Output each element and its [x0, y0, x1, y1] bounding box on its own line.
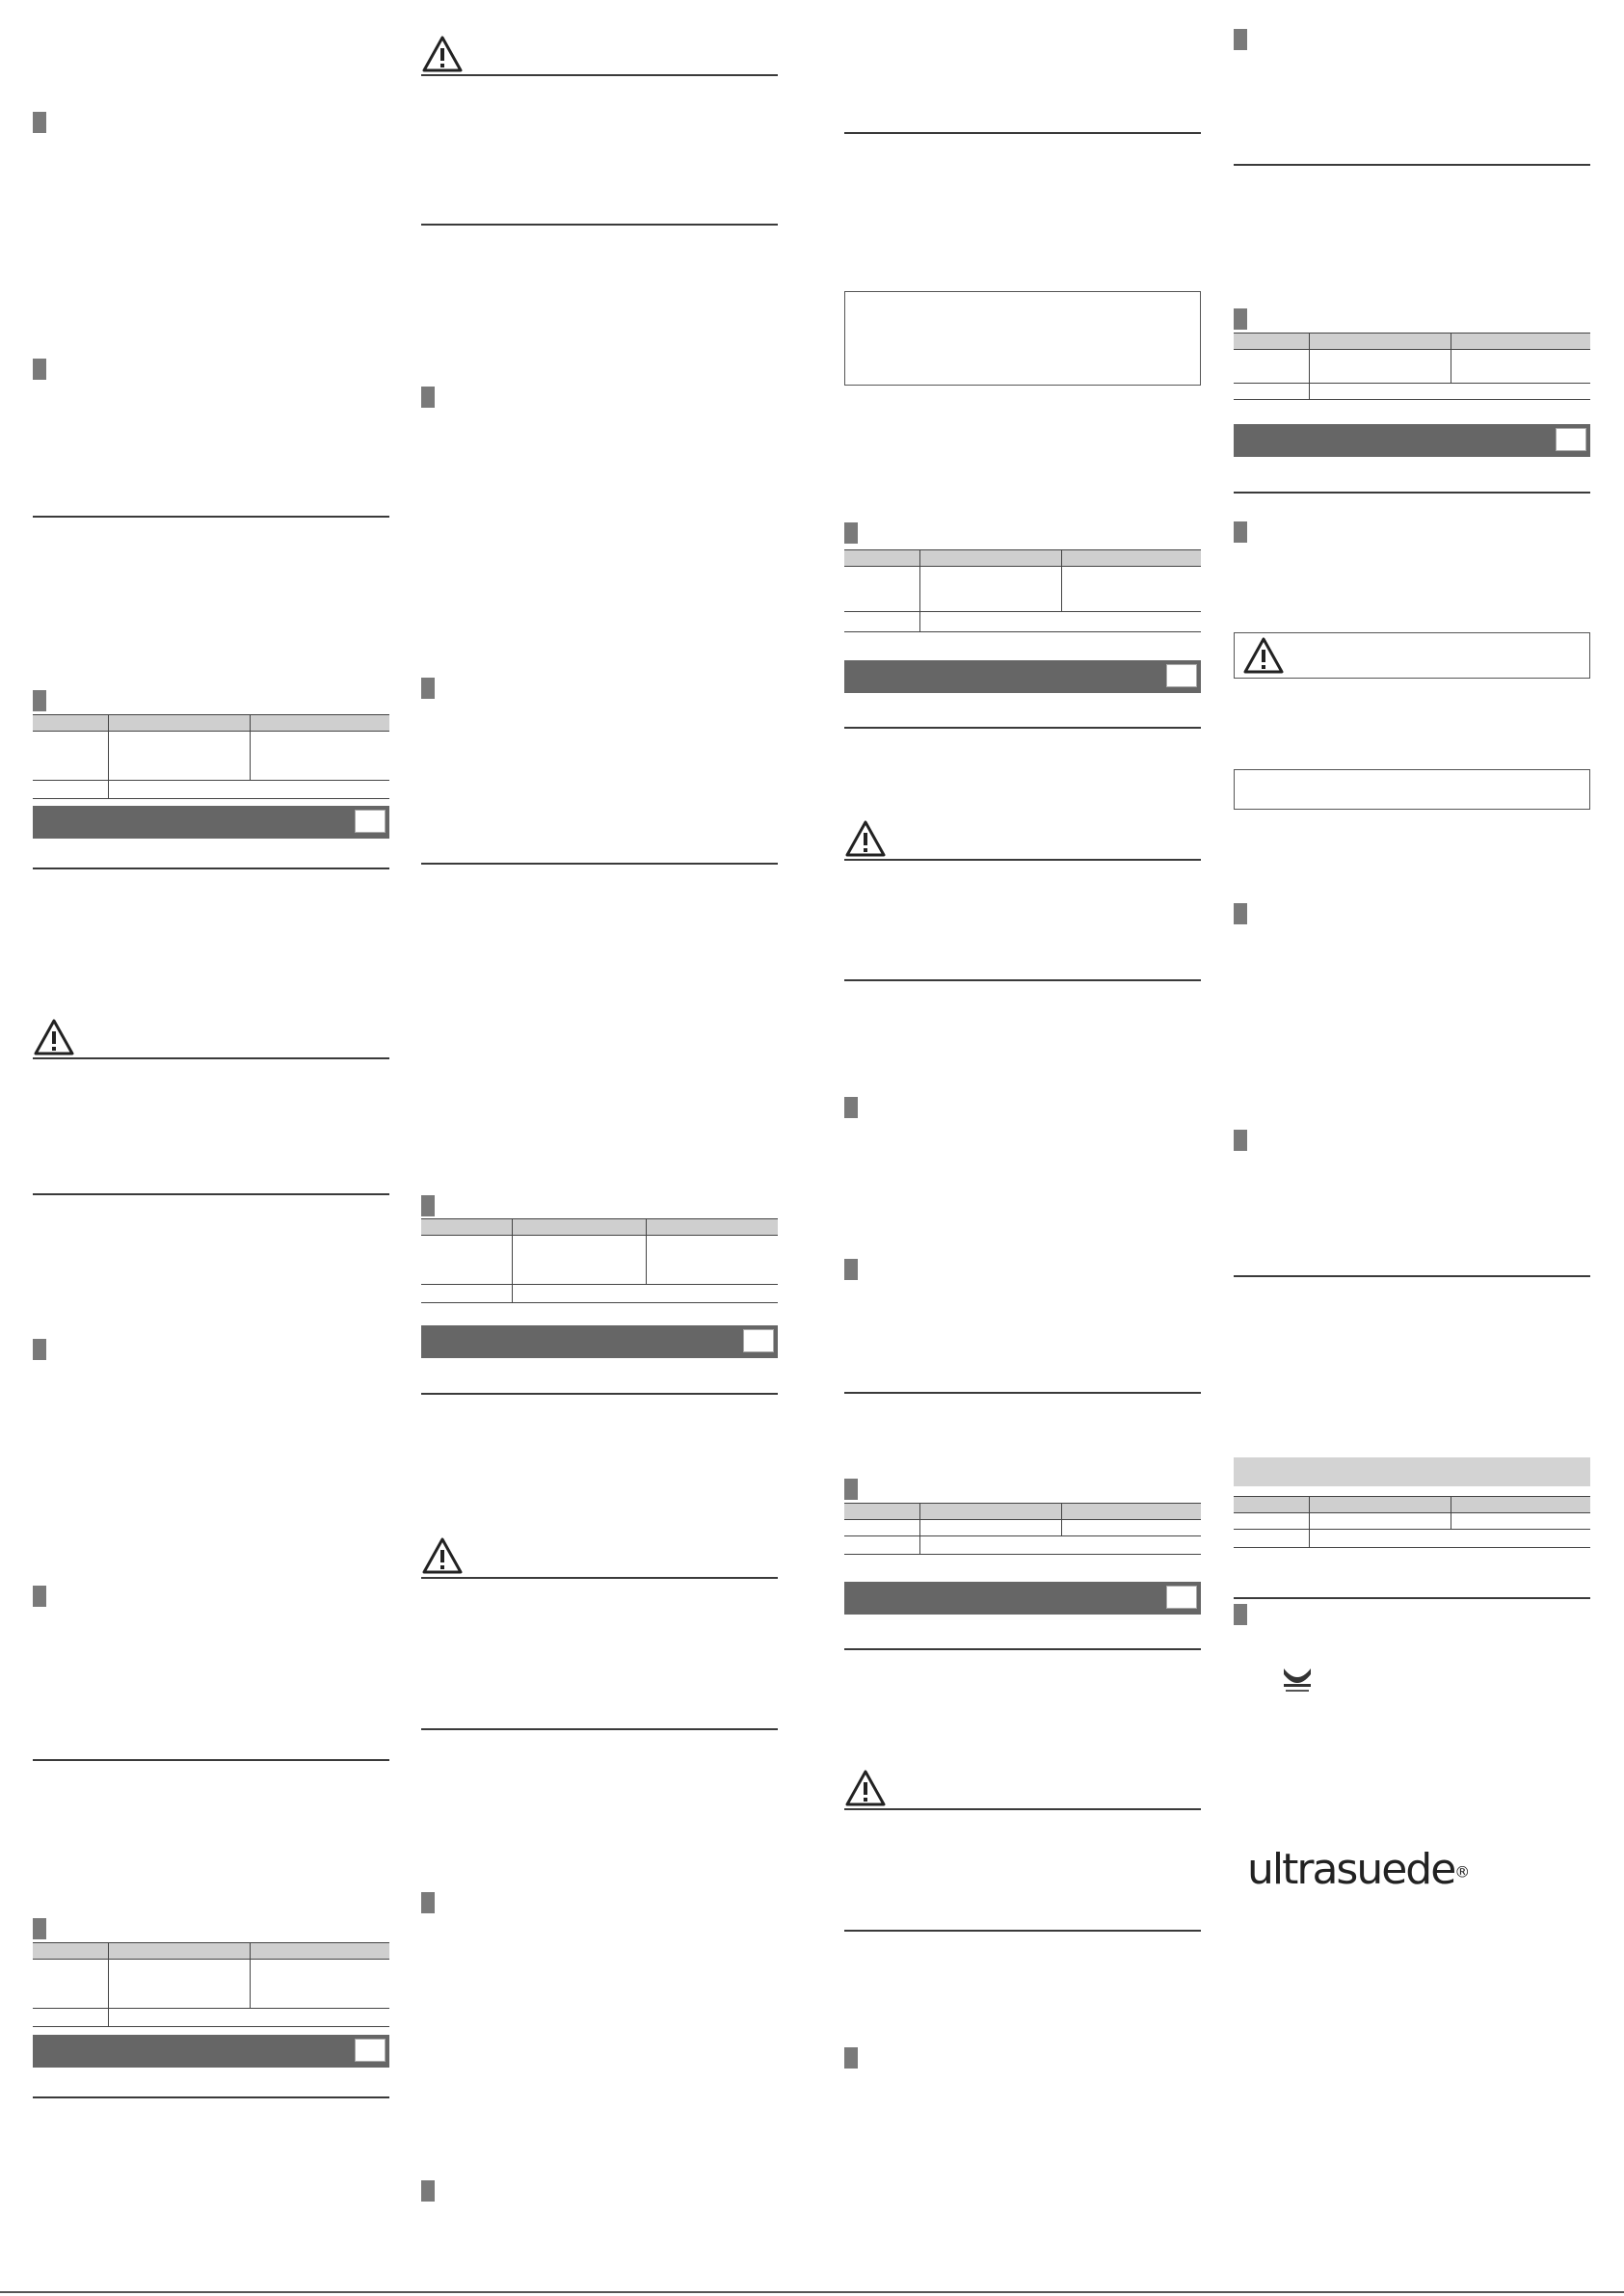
section-rule [421, 863, 778, 865]
section-marker [421, 2180, 435, 2202]
section-marker [421, 678, 435, 699]
spec-table [33, 714, 389, 799]
spec-table [844, 549, 1201, 632]
page-tab [1166, 664, 1197, 687]
section-header-bar [1234, 424, 1590, 457]
page-tab [1166, 1586, 1197, 1609]
section-rule [1234, 164, 1590, 166]
section-marker [421, 1892, 435, 1913]
section-rule [844, 132, 1201, 134]
section-header-bar [844, 660, 1201, 693]
page-tab [1556, 428, 1586, 451]
section-rule [33, 1193, 389, 1195]
section-marker [844, 1479, 858, 1500]
warning-icon [421, 35, 464, 73]
bottom-rule [0, 2291, 1624, 2293]
spec-table [844, 1503, 1201, 1555]
section-marker [844, 2047, 858, 2069]
section-marker [1234, 521, 1247, 543]
brand-logo-text: ultrasuede [1247, 1845, 1455, 1894]
spec-table [33, 1942, 389, 2027]
section-marker [844, 1259, 858, 1280]
section-rule [844, 979, 1201, 981]
section-header-bar [421, 1325, 778, 1358]
section-rule [421, 74, 778, 76]
section-marker [1234, 29, 1247, 50]
section-header-bar [33, 2035, 389, 2068]
section-rule [33, 868, 389, 869]
section-rule [844, 859, 1201, 861]
section-marker [33, 359, 46, 380]
warning-icon [421, 1536, 464, 1575]
section-marker [33, 1918, 46, 1939]
section-rule [421, 1728, 778, 1730]
column-3 [844, 0, 1201, 2296]
registered-mark: ® [1454, 1862, 1471, 1882]
section-rule [844, 1648, 1201, 1650]
brand-logo [1247, 1845, 1470, 1894]
warning-icon [33, 1018, 75, 1056]
section-rule [1234, 1275, 1590, 1277]
section-rule [1234, 1597, 1590, 1599]
section-rule [844, 1392, 1201, 1394]
section-rule [844, 1808, 1201, 1810]
section-marker [33, 1339, 46, 1360]
page-tab [355, 2039, 386, 2062]
notice-box [1234, 769, 1590, 810]
section-marker [844, 1097, 858, 1118]
section-rule [421, 1577, 778, 1579]
warning-icon [844, 1769, 887, 1807]
page-tab [743, 1329, 774, 1352]
section-rule [33, 1057, 389, 1059]
section-marker [421, 1195, 435, 1216]
section-marker [844, 522, 858, 544]
section-header-bar [33, 806, 389, 839]
spec-table [1234, 333, 1590, 400]
warning-box [1234, 632, 1590, 679]
section-marker [33, 1586, 46, 1607]
section-rule [33, 516, 389, 518]
column-4 [1234, 0, 1590, 2296]
section-header-bar [844, 1582, 1201, 1615]
column-1 [33, 0, 389, 2296]
section-rule [421, 224, 778, 226]
column-2 [421, 0, 778, 2296]
section-marker [1234, 1604, 1247, 1625]
section-rule [844, 1930, 1201, 1932]
section-marker [1234, 1130, 1247, 1151]
spec-table [421, 1218, 778, 1303]
notice-box [844, 291, 1201, 386]
page-tab [355, 810, 386, 833]
warning-icon [1242, 636, 1285, 675]
section-rule [1234, 492, 1590, 494]
warning-icon [844, 819, 887, 858]
section-marker [1234, 903, 1247, 924]
section-marker [33, 690, 46, 711]
section-marker [33, 112, 46, 133]
care-label-icon [1280, 1665, 1315, 1700]
section-marker [1234, 308, 1247, 330]
section-header-bar-light [1234, 1457, 1590, 1486]
section-rule [844, 727, 1201, 729]
section-marker [421, 387, 435, 408]
section-rule [33, 2096, 389, 2098]
section-rule [421, 1393, 778, 1395]
section-rule [33, 1759, 389, 1761]
spec-table [1234, 1496, 1590, 1548]
